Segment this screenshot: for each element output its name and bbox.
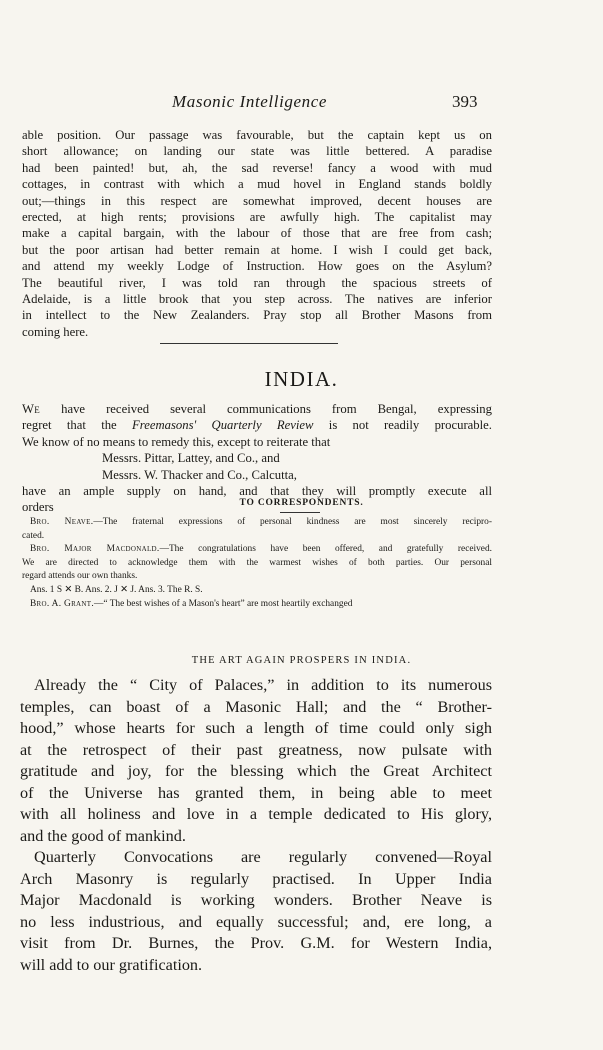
agent-address: Messrs. Pittar, Lattey, and Co., and [102,451,280,466]
note-line [22,516,492,530]
text-line: and the good of mankind. [20,826,186,845]
correspondents-notes [22,516,492,611]
text-line: at the retrospect of their past greatness, now pulsate with [20,740,492,759]
text-line: Major Macdonald is working wonders. Brother Neave is [20,891,492,909]
running-title: Masonic Intelligence [172,92,328,111]
text-line [22,417,492,433]
text-line: temples, can boast of a Masonic Hall; and the “ Brother- [20,697,492,716]
correspondent-name: Bro. Major Macdonald. [30,544,160,555]
article-body [20,675,492,976]
correspondents-heading: TO CORRESPONDENTS. [239,498,364,508]
text-line: visit from Dr. Burnes, the Prov. G.M. for Western India, [20,934,492,952]
running-head [0,92,603,116]
text-line: had been painted! but, ah, the sad reverse! fancy a wood with mud [22,160,492,175]
text-line: We know of no means to remedy this, except to reiterate that [22,434,331,449]
text-line: coming here. [22,324,89,339]
note-line [22,543,492,557]
text-line: Adelaide, is a little brook that you step across. The natives are inferior [22,292,492,307]
section-divider [160,343,338,344]
text-span: is not readily procurable. [313,418,492,433]
agent-address: Messrs. W. Thacker and Co., Calcutta, [102,467,297,482]
note-line: regard attends our own thanks. [22,571,138,582]
text-line: Arch Masonry is regularly practised. In Upper India [20,869,492,888]
text-line: make a capital bargain, with the labour of those that are free from cash; [22,226,492,241]
correspondent-name: Bro. Neave. [30,517,94,527]
text-line: orders [22,500,54,515]
text-span: —The fraternal expressions of personal kindness are most sincerely recipro- [93,517,492,527]
journal-title: Freemasons' Quarterly Review [131,418,314,433]
text-span: have received several communications from Bengal, expressing [40,402,492,416]
heading-rule [280,512,320,513]
answers-line: Ans. 1 S ✕ B. Ans. 2. J ✕ J. Ans. 3. The R. S. [30,584,203,595]
note-line [22,598,492,612]
text-line [22,401,492,417]
text-line: The beautiful river, I was told ran through the spacious streets of [22,275,492,290]
text-span: —The congratulations have been offered, and gratefully received. [159,544,492,555]
text-line: cottages, in contrast with which a mud hovel in England stands boldly [22,177,492,192]
text-line: out;—things in this respect are somewhat improved, decent houses are [22,193,492,208]
text-line: and attend my weekly Lodge of Instruction. How goes on the Asylum? [22,259,492,274]
text-line: hood,” whose hearts for such a length of time could only sigh [20,719,492,737]
text-line: no less industrious, and equally successful; and, ere long, a [20,912,492,931]
text-line: with all holiness and love in a temple dedicated to His glory, [20,805,492,823]
text-line: of the Universe has granted them, in being able to meet [20,783,492,802]
text-line: short allowance; on landing our state was little bettered. A paradise [22,144,492,159]
drop-word: We [22,402,41,416]
text-line: Quarterly Convocations are regularly convened—Royal [34,848,492,866]
text-span: regret that the [22,418,132,433]
india-heading: INDIA. [264,367,339,391]
text-line: but the poor artisan had better remain at home. I wish I could get back, [22,242,492,257]
text-line: will add to our gratification. [20,955,203,974]
text-span: —“ The best wishes of a Mason's heart” are most heartily exchanged [93,598,353,609]
article-heading: THE ART AGAIN PROSPERS IN INDIA. [191,655,412,666]
note-line: cated. [22,530,45,541]
page-number: 393 [452,92,478,111]
note-line: We are directed to acknowledge them with the warmest wishes of both parties. Our personal [22,557,492,568]
text-line: in intellect to the New Zealanders. Pray stop all Brother Masons from [22,308,492,323]
correspondent-name: Bro. A. Grant. [30,598,94,609]
text-line: erected, at high rents; provisions are awfully high. The capitalist may [22,210,492,225]
text-line: able position. Our passage was favourable, but the captain kept us on [22,128,492,142]
text-line: gratitude and joy, for the blessing which the Great Architect [20,762,492,780]
intro-paragraph [22,127,492,340]
text-line: have an ample supply on hand, and that they will promptly execute all [22,484,492,499]
text-line: Already the “ City of Palaces,” in addition to its numerous [34,676,492,694]
